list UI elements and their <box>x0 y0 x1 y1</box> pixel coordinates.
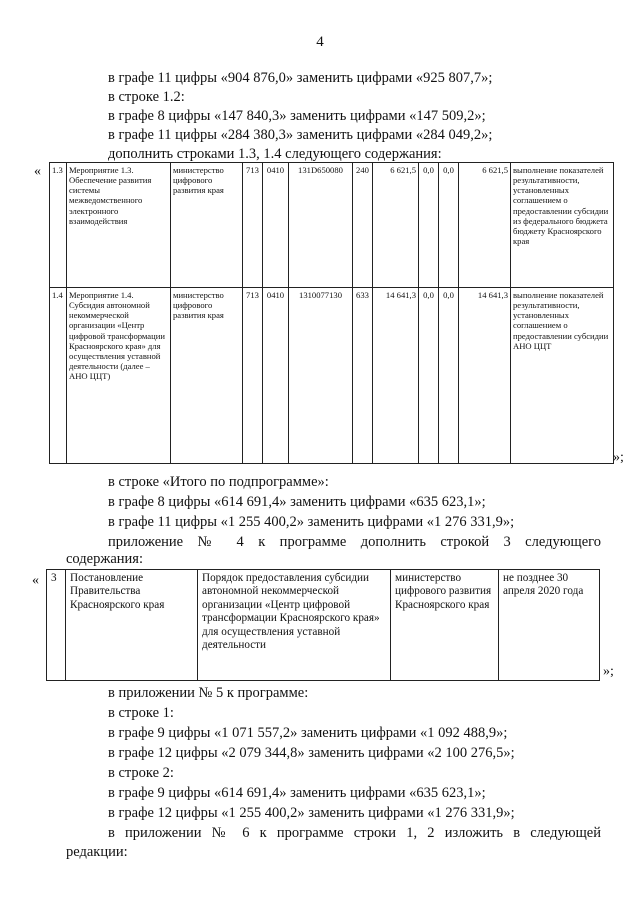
cell-executor: министерство цифрового развития края <box>171 288 243 464</box>
appendix5-line-2: в строке 1: <box>108 705 174 721</box>
cell-result: выполнение показателей результативности, установленных соглашением о предоставлении субсидии из федерального бюджета бюджету Красноярского края <box>511 163 614 288</box>
table-row-1-3 <box>50 163 614 288</box>
cell-rzpr: 0410 <box>263 163 289 288</box>
middle-line-2: в графе 8 цифры «614 691,4» заменить цифрами «635 623,1»; <box>108 494 486 510</box>
cell-num: 3 <box>47 570 66 681</box>
cell-num: 1.4 <box>50 288 67 464</box>
cell-value-4: 6 621,5 <box>459 163 511 288</box>
cell-value-1: 14 641,3 <box>373 288 419 464</box>
cell-value-1: 6 621,5 <box>373 163 419 288</box>
table1-quote-open: « <box>34 164 41 179</box>
cell-csr: 131D650080 <box>289 163 353 288</box>
cell-title: Порядок предоставления субсидии автономной некоммерческой организации «Центр цифровой трансформации Красноярского края» для осуществления уставной деятельности <box>198 570 391 681</box>
cell-value-2: 0,0 <box>419 163 439 288</box>
page-number: 4 <box>316 34 324 50</box>
cell-value-2: 0,0 <box>419 288 439 464</box>
table-appendix4-row-3 <box>46 569 600 681</box>
table2-quote-close: »; <box>603 664 614 679</box>
middle-line-1: в строке «Итого по подпрограмме»: <box>108 474 329 490</box>
appendix5-line-7: в графе 12 цифры «1 255 400,2» заменить цифрами «1 276 331,9»; <box>108 805 515 821</box>
cell-value-3: 0,0 <box>439 163 459 288</box>
intro-line-5: дополнить строками 1.3, 1.4 следующего содержания: <box>108 146 442 162</box>
intro-line-1: в графе 11 цифры «904 876,0» заменить цифрами «925 807,7»; <box>108 70 493 86</box>
table-rows-1-3-1-4 <box>49 162 614 464</box>
cell-executor: министерство цифрового развития края <box>171 163 243 288</box>
cell-name: Мероприятие 1.4. Субсидия автономной некоммерческой организации «Центр цифровой трансформации Красноярского края» для осуществления уставной деятельности (далее – АНО ЦЦТ) <box>67 288 171 464</box>
appendix4-line-2: содержания: <box>66 551 144 567</box>
appendix5-line-6: в графе 9 цифры «614 691,4» заменить цифрами «635 623,1»; <box>108 785 486 801</box>
table2-quote-open: « <box>32 573 39 588</box>
cell-value-4: 14 641,3 <box>459 288 511 464</box>
cell-value-3: 0,0 <box>439 288 459 464</box>
appendix5-line-4: в графе 12 цифры «2 079 344,8» заменить цифрами «2 100 276,5»; <box>108 745 515 761</box>
appendix5-line-5: в строке 2: <box>108 765 174 781</box>
appendix5-line-3: в графе 9 цифры «1 071 557,2» заменить цифрами «1 092 488,9»; <box>108 725 508 741</box>
appendix6-line-2: редакции: <box>66 844 128 860</box>
intro-line-2: в строке 1.2: <box>108 89 185 105</box>
cell-vr: 633 <box>353 288 373 464</box>
table-row-1-4 <box>50 288 614 464</box>
cell-grbs: 713 <box>243 288 263 464</box>
cell-deadline: не позднее 30 апреля 2020 года <box>499 570 600 681</box>
intro-line-3: в графе 8 цифры «147 840,3» заменить цифрами «147 509,2»; <box>108 108 486 124</box>
middle-line-3: в графе 11 цифры «1 255 400,2» заменить цифрами «1 276 331,9»; <box>108 514 515 530</box>
appendix4-line-1: приложение № 4 к программе дополнить строкой 3 следующего <box>108 534 601 550</box>
cell-vr: 240 <box>353 163 373 288</box>
intro-line-4: в графе 11 цифры «284 380,3» заменить цифрами «284 049,2»; <box>108 127 493 143</box>
cell-doc-type: Постановление Правительства Красноярского края <box>66 570 198 681</box>
table-row-3 <box>47 570 600 681</box>
cell-executor: министерство цифрового развития Красноярского края <box>391 570 499 681</box>
appendix5-line-1: в приложении № 5 к программе: <box>108 685 309 701</box>
appendix6-line-1: в приложении № 6 к программе строки 1, 2 изложить в следующей <box>108 825 601 841</box>
cell-name: Мероприятие 1.3. Обеспечение развития системы межведомственного электронного взаимодействия <box>67 163 171 288</box>
table1-quote-close: »; <box>613 450 624 465</box>
cell-result: выполнение показателей результативности, установленных соглашением о предоставлении субсидии АНО ЦЦТ <box>511 288 614 464</box>
cell-rzpr: 0410 <box>263 288 289 464</box>
cell-num: 1.3 <box>50 163 67 288</box>
cell-csr: 1310077130 <box>289 288 353 464</box>
cell-grbs: 713 <box>243 163 263 288</box>
